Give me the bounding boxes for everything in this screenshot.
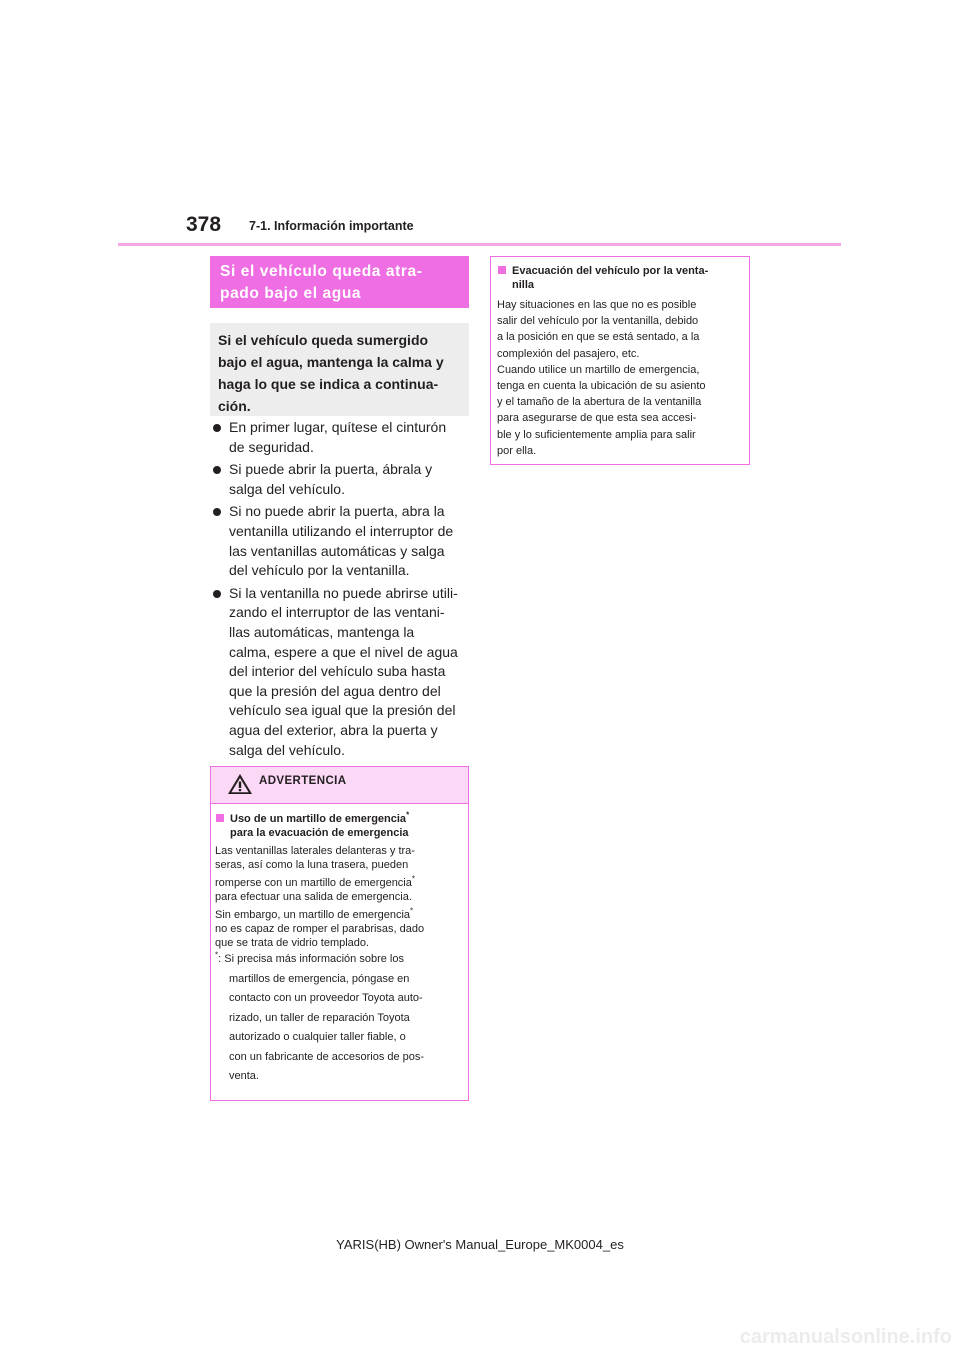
- paragraph-line: y el tamaño de la abertura de la ventanilla: [497, 396, 702, 409]
- footnote-mark: *: [410, 906, 414, 916]
- subheading-line: [230, 812, 464, 826]
- paragraph-line: [215, 876, 464, 890]
- warning-box: [210, 766, 469, 1101]
- footnote-mark: *: [406, 810, 410, 820]
- info-paragraph: [497, 297, 743, 459]
- warning-body: [211, 804, 468, 1087]
- watermark: carmanualsonline.info: [739, 1326, 952, 1348]
- bullet-dot-icon: [213, 424, 221, 432]
- list-item-line: Si no puede abrir la puerta, abra la: [229, 503, 445, 520]
- paragraph-line: Las ventanillas laterales delanteras y tra-: [215, 845, 415, 857]
- footnote-line: rizado, un taller de reparación Toyota: [229, 1011, 410, 1024]
- paragraph-line: para asegurarse de que esta sea accesi-: [497, 412, 697, 425]
- paragraph-line: para efectuar una salida de emergencia.: [215, 891, 412, 903]
- footnote-line: con un fabricante de accesorios de pos-: [229, 1050, 425, 1063]
- bullet-dot-icon: [213, 466, 221, 474]
- footnote-line: contacto con un proveedor Toyota auto-: [229, 992, 423, 1004]
- footnote-text: : Si precisa más información sobre los: [218, 953, 404, 965]
- intro-line: Si el vehículo queda sumergido: [218, 332, 429, 348]
- heading-line: pado bajo el agua: [220, 285, 362, 302]
- intro-line: ción.: [218, 398, 251, 414]
- info-box: [490, 256, 750, 465]
- warning-header: [211, 767, 468, 804]
- instruction-list: [210, 416, 472, 760]
- paragraph-line: [215, 908, 464, 922]
- paragraph-line: no es capaz de romper el parabrisas, dado: [215, 923, 425, 935]
- footnote-line: [215, 950, 464, 970]
- list-item: [210, 584, 472, 760]
- section-heading: [210, 256, 469, 308]
- footnote-mark: *: [411, 874, 415, 884]
- list-item-line: de seguridad.: [229, 438, 314, 455]
- paragraph-line: que se trata de vidrio templado.: [215, 937, 370, 949]
- list-item-line: salga del vehículo.: [229, 480, 345, 497]
- info-heading: [497, 264, 743, 292]
- warning-title: ADVERTENCIA: [259, 775, 347, 787]
- footnote: [215, 950, 464, 1087]
- list-item-line: vehículo sea igual que la presión del: [229, 702, 456, 719]
- list-item-line: del interior del vehículo suba hasta: [229, 663, 446, 680]
- list-item-line: zando el interruptor de las ventani-: [229, 604, 445, 621]
- paragraph-line: complexión del pasajero, etc.: [497, 347, 640, 360]
- bullet-dot-icon: [213, 590, 221, 598]
- intro-summary: [210, 323, 469, 416]
- heading-line: Si el vehículo queda atra-: [220, 263, 423, 280]
- footnote-line: venta.: [229, 1070, 259, 1082]
- paragraph-line: seras, así como la luna trasera, pueden: [215, 859, 409, 871]
- section-title: 7-1. Información importante: [249, 219, 414, 233]
- square-marker-icon: [498, 266, 506, 274]
- list-item: [210, 460, 472, 499]
- footnote-line: martillos de emergencia, póngase en: [229, 972, 410, 985]
- paragraph-line: Hay situaciones en las que no es posible: [497, 299, 697, 311]
- list-item-line: calma, espere a que el nivel de agua: [229, 643, 458, 660]
- bullet-dot-icon: [213, 508, 221, 516]
- page-number: 378: [186, 213, 222, 236]
- info-heading-line: nilla: [512, 279, 535, 291]
- list-item-line: ventanilla utilizando el interruptor de: [229, 522, 454, 539]
- paragraph-line: ble y lo suficientemente amplia para salir: [497, 428, 696, 441]
- warning-triangle-icon: [227, 773, 253, 795]
- list-item-line: las ventanillas automáticas y salga: [229, 542, 445, 559]
- footer-manual-id: YARIS(HB) Owner's Manual_Europe_MK0004_es: [336, 1237, 624, 1252]
- list-item-line: En primer lugar, quítese el cinturón: [229, 419, 447, 435]
- subheading-text: Uso de un martillo de emergencia: [230, 813, 407, 825]
- list-item-line: agua del exterior, abra la puerta y: [229, 721, 438, 738]
- paragraph-line: por ella.: [497, 444, 537, 457]
- paragraph-line: tenga en cuenta la ubicación de su asiento: [497, 380, 706, 393]
- list-item-line: Si la ventanilla no puede abrirse utili-: [229, 584, 458, 601]
- list-item: [210, 418, 472, 457]
- paragraph-text: romperse con un martillo de emergencia: [215, 877, 412, 889]
- intro-line: haga lo que se indica a continua-: [218, 376, 439, 392]
- subheading-line: para la evacuación de emergencia: [230, 827, 409, 839]
- list-item-line: Si puede abrir la puerta, ábrala y: [229, 461, 433, 478]
- paragraph-text: Sin embargo, un martillo de emergencia: [215, 909, 411, 921]
- warning-subheading: [215, 812, 464, 840]
- list-item-line: que la presión del agua dentro del: [229, 682, 441, 699]
- paragraph-line: a la posición en que se está sentado, a la: [497, 331, 700, 344]
- list-item: [210, 502, 472, 580]
- list-item-line: llas automáticas, mantenga la: [229, 623, 415, 640]
- square-marker-icon: [216, 814, 224, 822]
- paragraph-line: Cuando utilice un martillo de emergencia,: [497, 363, 700, 376]
- list-item-line: del vehículo por la ventanilla.: [229, 562, 410, 579]
- intro-line: bajo el agua, mantenga la calma y: [218, 354, 444, 370]
- paragraph-line: salir del vehículo por la ventanilla, debido: [497, 315, 699, 328]
- footnote-mark: *: [215, 950, 219, 960]
- list-item-line: salga del vehículo.: [229, 741, 345, 758]
- info-heading-line: Evacuación del vehículo por la venta-: [512, 265, 709, 277]
- footnote-line: autorizado o cualquier taller fiable, o: [229, 1031, 406, 1043]
- warning-paragraph: [215, 844, 464, 950]
- header-rule: [118, 243, 841, 246]
